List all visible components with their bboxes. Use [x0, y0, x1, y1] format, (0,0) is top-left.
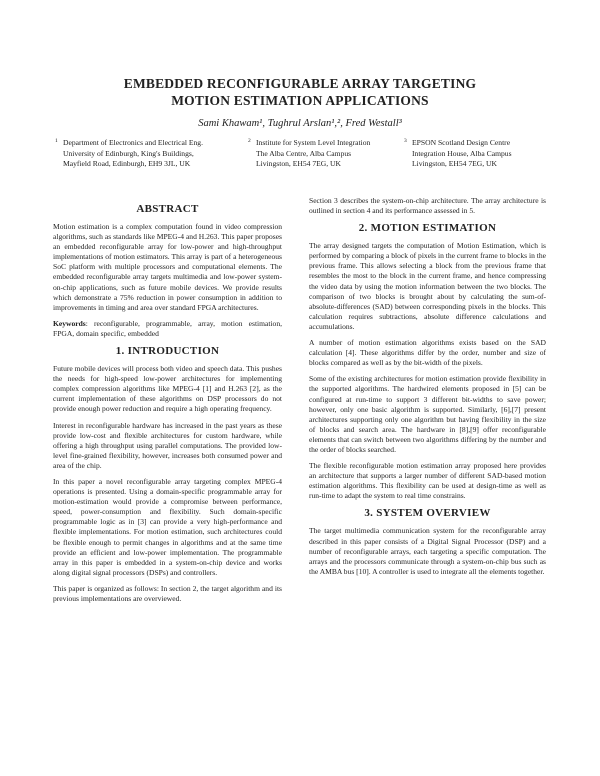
affiliation-line: Mayfield Road, Edinburgh, EH9 3JL, UK	[63, 159, 191, 168]
keywords-label: Keywords	[53, 318, 86, 328]
title-line-2: MOTION ESTIMATION APPLICATIONS	[171, 93, 429, 108]
paragraph: This paper is organized as follows: In section 2, the target algorithm and its previous implementations are overviewed.	[53, 583, 282, 603]
paragraph: A number of motion estimation algorithms exists based on the SAD calculation [4]. These algorithms differ by the order, number and size of blocks compared as well as by the bit-width of the pixels.	[309, 338, 546, 368]
affiliation-line: Integration House, Alba Campus	[412, 148, 512, 158]
abstract-heading: ABSTRACT	[136, 203, 199, 215]
paragraph: Section 3 describes the system-on-chip architecture. The array architecture is outlined in section 4 and its performance assessed in 5.	[309, 196, 546, 216]
affiliation-3	[404, 138, 512, 170]
affiliation-1	[55, 138, 204, 170]
paragraph: Some of the existing architectures for motion estimation provide flexibility in the supported algorithms. The hardwired elements proposed in [5] can be configured at run-time to support 3 different bit-widths to save power; however, only one basic algorithm is supported. Similarly, [6],[7] present architectures supporting only one algorithm but having flexibility in the size of blocks and search area. The hardware in [8],[9] offer reconfigurable elements that can switch between two algorithms differing by the number and the order of blocks searched.	[309, 374, 546, 454]
introduction-heading: 1. INTRODUCTION	[115, 345, 220, 358]
keywords-text: : reconfigurable, programmable, array, motion estimation, FPGA, domain specific, embedded	[53, 318, 282, 338]
affiliation-line: EPSON Scotland Design Centre	[412, 138, 511, 147]
paragraph: Future mobile devices will process both video and speech data. This pushes the needs for high-speed low-power architectures for implementing complex compression algorithms like MPEG-4 [1] and H.263 [2], as the current implementation of these algorithms on DSP processors do not provide enough power reduction and require a high operating frequency.	[53, 364, 282, 414]
motion-estimation-heading: 2. MOTION ESTIMATION	[358, 222, 497, 235]
paragraph: The flexible reconfigurable motion estimation array proposed here provides an architecture that supports a larger number of different SAD-based motion estimation algorithms. This flexibility can be used at design-time as well as run-time to adapt the system to real time constrains.	[309, 461, 546, 501]
keywords	[53, 319, 282, 339]
paragraph: The array designed targets the computation of Motion Estimation, which is performed by comparing a block of pixels in the current frame to blocks in the previous frame. This allows selecting a block from the previous frame that resembles the most to the block in the current frame, and hence compressing the video data by using the motion information between the two blocks. The comparison of two blocks is brought about by calculating the sum-of-absolute-differences (SAD) between corresponding pixels in the blocks. This calculation requires subtractions, absolute difference calculations and accumulations.	[309, 241, 546, 331]
right-column	[309, 196, 546, 583]
paper-title	[40, 75, 560, 109]
title-line-1: EMBEDDED RECONFIGURABLE ARRAY TARGETING	[123, 76, 477, 91]
paragraph: The target multimedia communication system for the reconfigurable array described in this paper consists of a Digital Signal Processor (DSP) and a number of reconfigurable arrays, each targeting a specific computation. The arrays and the processors communicate through a system-on-chip bus such as the AMBA bus [10]. A controller is used to integrate all the elements together.	[309, 526, 546, 576]
affiliation-number: 1	[55, 138, 58, 144]
affiliation-number: 3	[404, 138, 407, 144]
affiliation-number: 2	[248, 138, 251, 144]
affiliation-line: Institute for System Level Integration	[256, 138, 371, 147]
affiliation-line: The Alba Centre, Alba Campus	[256, 148, 352, 158]
author-list: Sami Khawam¹, Tughrul Arslan¹,², Fred Westall³	[198, 118, 402, 129]
affiliation-line: Livingston, EH54 7EG, UK	[412, 159, 498, 168]
affiliation-line: Department of Electronics and Electrical Eng.	[63, 138, 204, 147]
affiliation-2	[248, 138, 371, 170]
left-column	[53, 198, 282, 610]
affiliation-line: Livingston, EH54 7EG, UK	[256, 159, 342, 168]
system-overview-heading: 3. SYSTEM OVERVIEW	[364, 507, 491, 520]
affiliation-line: University of Edinburgh, King's Buildings,	[63, 148, 194, 158]
paragraph: In this paper a novel reconfigurable array targeting complex MPEG-4 operations is presented. Using a domain-specific programmable array for motion-estimation would provide a compromise between performance, speed, power-consumption and flexibility. Such domain-specific programmable logic as in [3] can provide a very high-performance and flexible implementations. For motion estimation, such architectures could be flexible enough to permit changes in algorithms and at the same time provide an efficient and low-power implementation. The programmable array in this paper is embedded in a system-on-chip device and works along digital signal processors (DSPs) and controllers.	[53, 476, 282, 577]
paragraph: Interest in reconfigurable hardware has increased in the past years as these provide low-cost and flexible architectures for custom hardware, while offering a high throughput using parallel computations. The provided low-level fine-grained flexibility, however, increases both consumed power and area of the chip.	[53, 420, 282, 470]
abstract-text: Motion estimation is a complex computation found in video compression algorithms, such as standards like MPEG-4 and H.263. This paper proposes an embedded reconfigurable array for low-power and high-throughput implementations of motion estimators. This array is part of a heterogeneous SoC platform with multiple processors and computational elements. The embedded reconfigurable array targets multimedia and low-power system-on-chip applications, such as future mobile devices. We provide results which demonstrate a 75% reduction in power consumption in addition to improvements in timing and area over standard FPGA architectures.	[53, 222, 282, 312]
